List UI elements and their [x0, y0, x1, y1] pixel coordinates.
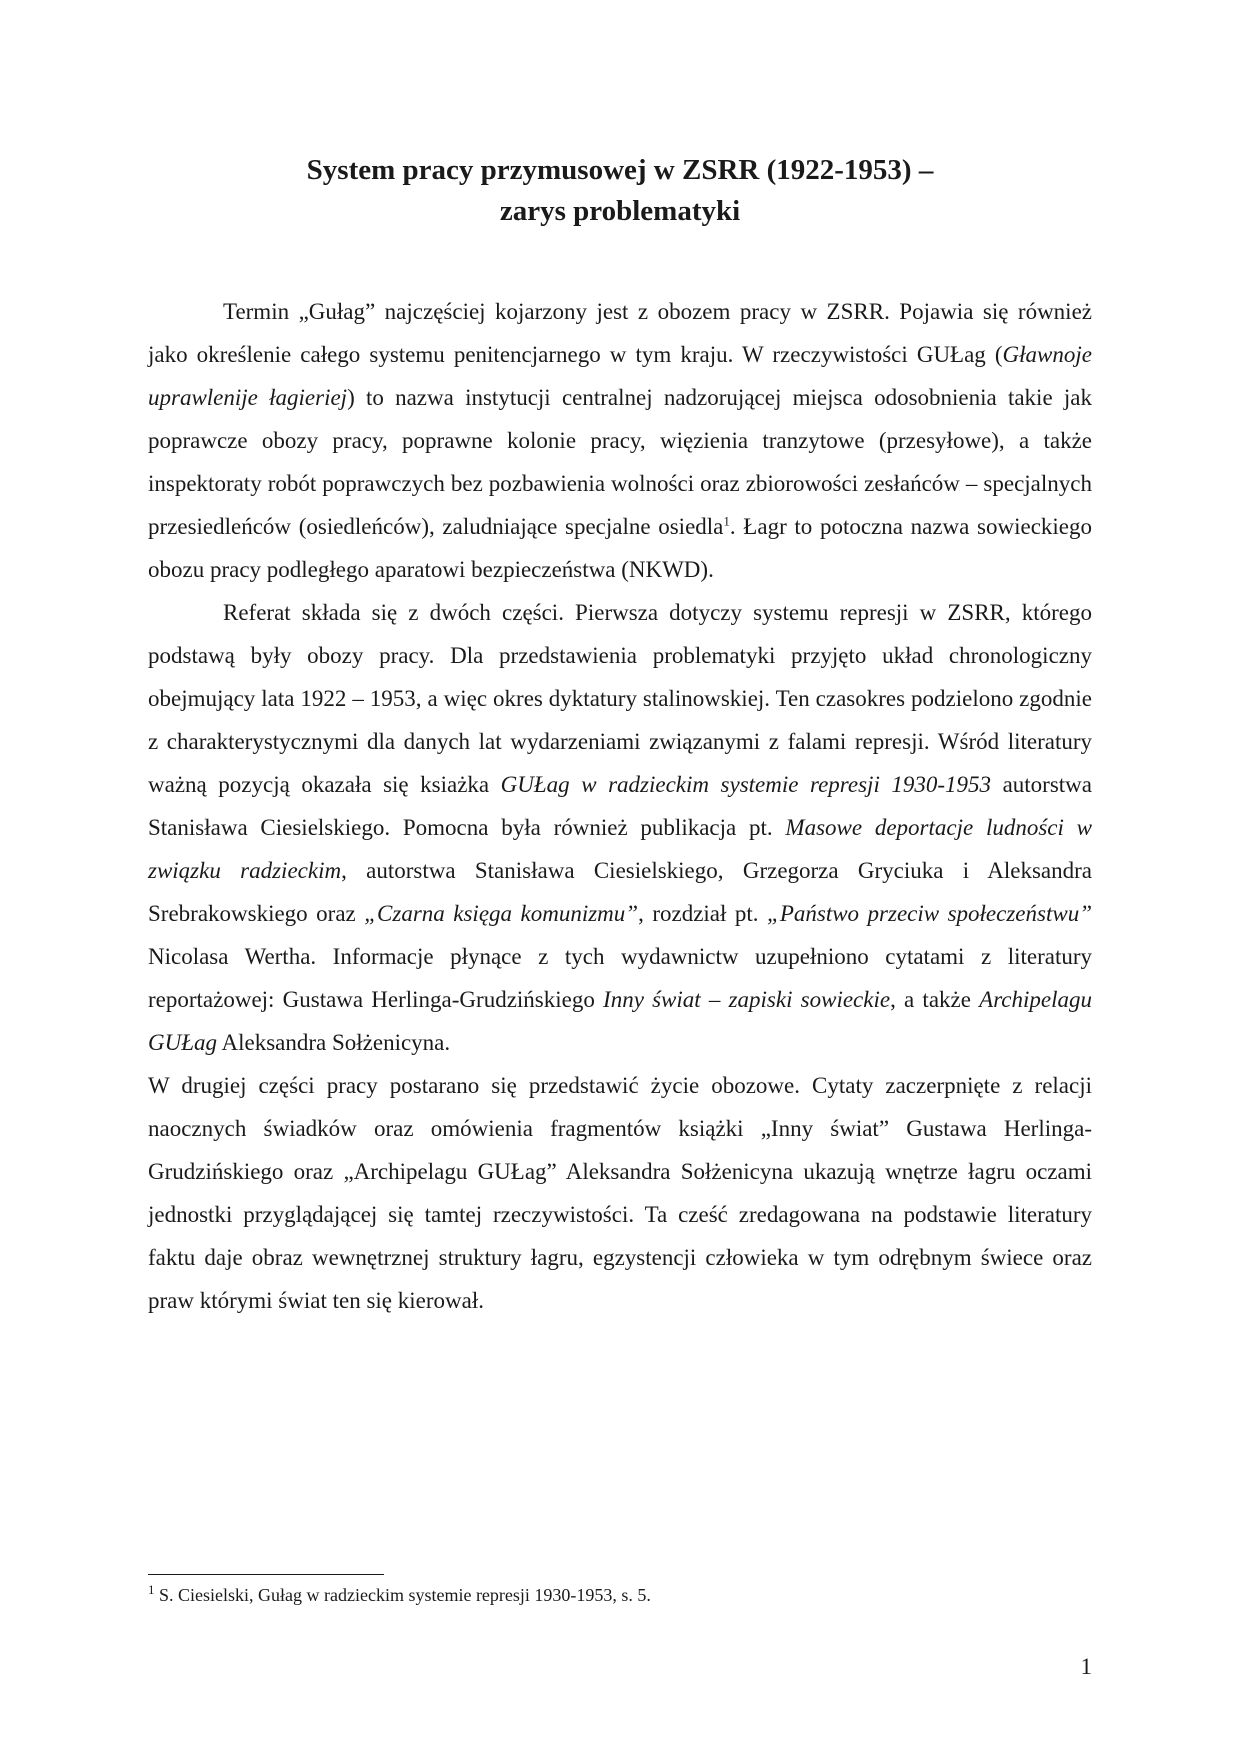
- footnote-reference: 1: [723, 513, 730, 529]
- paragraph-1-italic-term: Gławnoje uprawlenije łagieriej: [148, 342, 1092, 410]
- paragraph-2-italic-5: Inny świat – zapiski sowieckie: [603, 987, 891, 1012]
- footnote-number: 1: [148, 1582, 155, 1597]
- paragraph-2-italic-1: GUŁag w radzieckim systemie represji 1930-1953: [500, 772, 992, 797]
- paragraph-2-italic-4: „Państwo przeciw społeczeństwu”: [767, 901, 1092, 926]
- paragraph-2-text-5: Nicolasa Wertha. Informacje płynące z tych wydawnictw uzupełniono cytatami z literatury reportażowej: Gustawa Herlinga-Grudzińskiego: [148, 944, 1092, 1012]
- paragraph-1: [148, 290, 1092, 591]
- paragraph-2-text-3: , autorstwa Stanisława Ciesielskiego, Grzegorza Gryciuka i Aleksandra Srebrakowskiego oraz: [148, 858, 1092, 926]
- paragraph-1-text-c: . Łagr to potoczna nazwa sowieckiego obozu pracy podległego aparatowi bezpieczeństwa (NKWD).: [148, 514, 1092, 582]
- footnote-text: S. Ciesielski, Gułag w radzieckim systemie represji 1930-1953, s. 5.: [154, 1585, 651, 1605]
- paragraph-2-text-7: Aleksandra Sołżenicyna.: [217, 1030, 451, 1055]
- paragraph-2-text-1: Referat składa się z dwóch części. Pierwsza dotyczy systemu represji w ZSRR, którego podstawą były obozy pracy. Dla przedstawienia problematyki przyjęto układ chronologiczny obejmujący lata 1922 – 1953, a więc okres dyktatury stalinowskiej. Ten czasokres podzielono zgodnie z charakterystycznymi dla danych lat wydarzeniami związanymi z falami represji. Wśród literatury ważną pozycją okazała się ksiażka: [148, 600, 1092, 797]
- paragraph-2-italic-3: „Czarna księga komunizmu”: [364, 901, 639, 926]
- paragraph-3: W drugiej części pracy postarano się przedstawić życie obozowe. Cytaty zaczerpnięte z relacji naocznych świadków oraz omówienia fragmentów książki „Inny świat” Gustawa Herlinga-Grudzińskiego oraz „Archipelagu GUŁag” Aleksandra Sołżenicyna ukazują wnętrze łagru oczami jednostki przyglądającej się tamtej rzeczywistości. Ta cześć zredagowana na podstawie literatury faktu daje obraz wewnętrznej struktury łagru, egzystencji człowieka w tym odrębnym świece oraz praw którymi świat ten się kierował.: [148, 1073, 1092, 1313]
- document-body: [148, 290, 1092, 1322]
- footnote-separator: [148, 1574, 384, 1575]
- paragraph-2: [148, 591, 1092, 1064]
- document-title: [148, 150, 1092, 232]
- footnote: [148, 1582, 1048, 1608]
- title-line-2: zarys problematyki: [499, 195, 741, 227]
- paragraph-2-text-6: , a także: [890, 987, 980, 1012]
- paragraph-2-text-2: autorstwa Stanisława Ciesielskiego. Pomocna była również publikacja pt.: [148, 772, 1092, 840]
- page-number: 1: [1080, 1654, 1092, 1679]
- title-line-1: System pracy przymusowej w ZSRR (1922-1953) –: [306, 154, 934, 186]
- paragraph-2-italic-6: Archipelagu GUŁag: [148, 987, 1092, 1055]
- paragraph-2-text-4: , rozdział pt.: [638, 901, 768, 926]
- paragraph-1-text-b: ) to nazwa instytucji centralnej nadzorującej miejsca odosobnienia takie jak poprawcze obozy pracy, poprawne kolonie pracy, więzienia tranzytowe (przesyłowe), a także inspektoraty robót poprawczych bez pozbawienia wolności oraz zbiorowości zesłańców – specjalnych przesiedleńców (osiedleńców), zaludniające specjalne osiedla: [148, 385, 1093, 539]
- paragraph-2-italic-2: Masowe deportacje ludności w związku radzieckim: [148, 815, 1092, 883]
- paragraph-1-text-a: Termin „Gułag” najczęściej kojarzony jest z obozem pracy w ZSRR. Pojawia się również jako określenie całego systemu penitencjarnego w tym kraju. W rzeczywistości GUŁag (: [148, 299, 1092, 367]
